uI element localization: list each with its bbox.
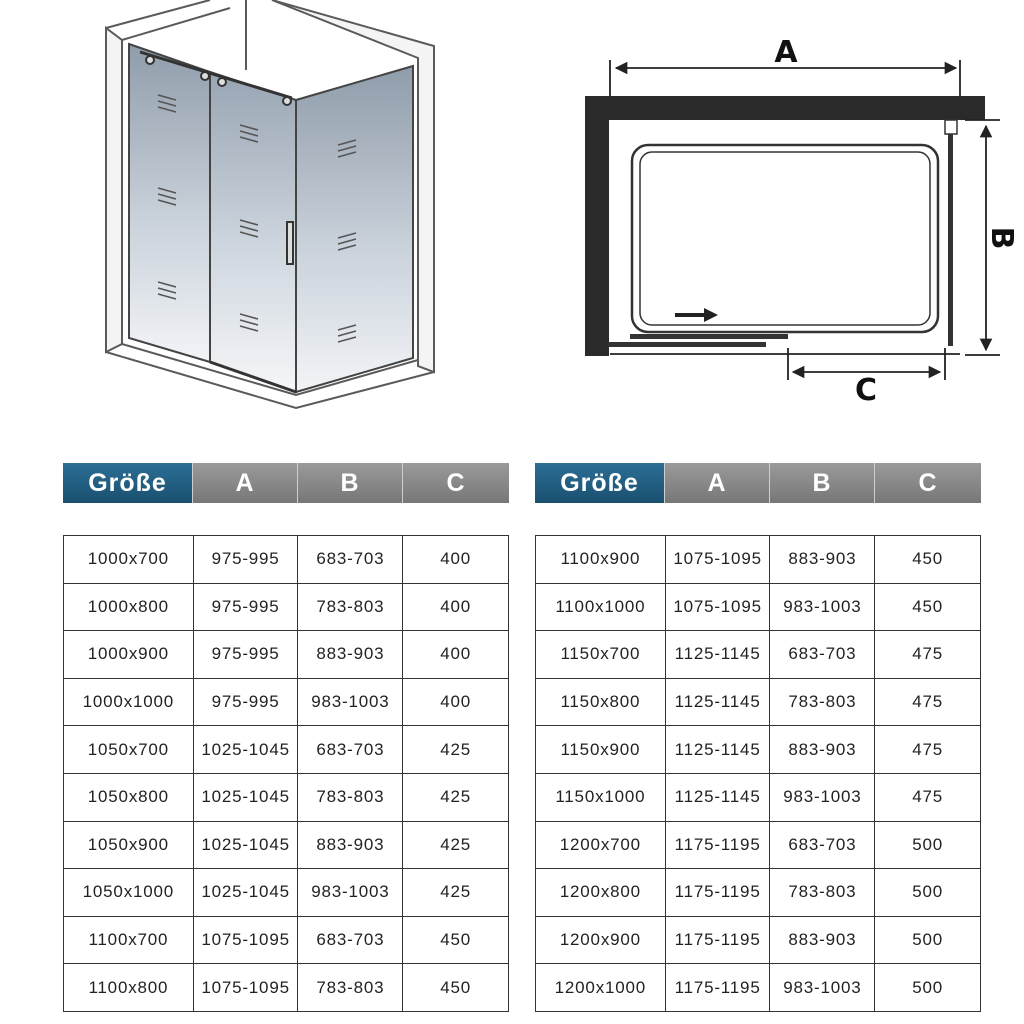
table-row	[536, 917, 981, 965]
cell-size: 1200x1000	[536, 964, 666, 1012]
cell-c: 475	[875, 631, 981, 679]
cell-b: 683-703	[298, 536, 403, 584]
table-row	[64, 631, 509, 679]
cell-b: 983-1003	[770, 774, 875, 822]
table-row	[64, 774, 509, 822]
cell-size: 1150x800	[536, 679, 666, 727]
table-row	[64, 679, 509, 727]
cell-a: 1175-1195	[666, 822, 771, 870]
cell-b: 883-903	[298, 631, 403, 679]
cell-size: 1100x900	[536, 536, 666, 584]
sliding-direction-arrow	[675, 308, 718, 322]
cell-b: 983-1003	[770, 584, 875, 632]
table-row	[64, 917, 509, 965]
cell-c: 400	[403, 536, 509, 584]
table-row	[536, 679, 981, 727]
cell-c: 475	[875, 679, 981, 727]
cell-c: 425	[403, 774, 509, 822]
cell-a: 1025-1045	[194, 726, 299, 774]
cell-size: 1000x800	[64, 584, 194, 632]
cell-size: 1000x900	[64, 631, 194, 679]
cell-c: 450	[403, 917, 509, 965]
cell-size: 1050x900	[64, 822, 194, 870]
cell-size: 1100x1000	[536, 584, 666, 632]
cell-b: 783-803	[298, 584, 403, 632]
cell-c: 400	[403, 679, 509, 727]
header-size: Größe	[535, 463, 665, 503]
table-row	[536, 536, 981, 584]
cell-size: 1200x700	[536, 822, 666, 870]
cell-c: 500	[875, 822, 981, 870]
table-row	[64, 822, 509, 870]
cell-a: 1125-1145	[666, 774, 771, 822]
cell-a: 975-995	[194, 631, 299, 679]
cell-size: 1200x900	[536, 917, 666, 965]
cell-a: 975-995	[194, 679, 299, 727]
cell-b: 983-1003	[298, 679, 403, 727]
cell-b: 683-703	[298, 726, 403, 774]
cell-a: 1175-1195	[666, 869, 771, 917]
cell-a: 1075-1095	[194, 964, 299, 1012]
cell-b: 783-803	[298, 964, 403, 1012]
cell-size: 1050x800	[64, 774, 194, 822]
table-header	[63, 463, 509, 503]
cell-c: 475	[875, 726, 981, 774]
table-row	[536, 584, 981, 632]
glass-panels	[129, 44, 413, 392]
cell-a: 1125-1145	[666, 631, 771, 679]
cell-b: 683-703	[298, 917, 403, 965]
cell-c: 425	[403, 726, 509, 774]
table-row	[536, 964, 981, 1012]
cell-b: 683-703	[770, 631, 875, 679]
cell-b: 783-803	[770, 869, 875, 917]
cell-b: 883-903	[770, 726, 875, 774]
cell-a: 1075-1095	[666, 536, 771, 584]
dimension-label-c: C	[854, 373, 878, 408]
table-row	[536, 726, 981, 774]
size-table-left	[63, 463, 509, 1012]
header-c: C	[403, 463, 509, 503]
shower-enclosure-illustration	[95, 0, 445, 420]
cell-a: 1175-1195	[666, 917, 771, 965]
header-c: C	[875, 463, 981, 503]
wall-corner	[585, 96, 985, 356]
cell-size: 1000x700	[64, 536, 194, 584]
cell-c: 500	[875, 917, 981, 965]
glass-plan-lines	[608, 120, 957, 347]
cell-a: 1125-1145	[666, 726, 771, 774]
table-row	[536, 774, 981, 822]
header-a: A	[193, 463, 298, 503]
cell-c: 450	[875, 536, 981, 584]
header-size: Größe	[63, 463, 193, 503]
table-row	[64, 726, 509, 774]
table-row	[536, 631, 981, 679]
dimension-label-a: A	[774, 35, 798, 70]
cell-b: 883-903	[770, 917, 875, 965]
cell-b: 883-903	[770, 536, 875, 584]
cell-c: 475	[875, 774, 981, 822]
cell-size: 1150x1000	[536, 774, 666, 822]
table-row	[64, 964, 509, 1012]
cell-size: 1150x900	[536, 726, 666, 774]
table-row	[536, 822, 981, 870]
cell-c: 450	[403, 964, 509, 1012]
table-row	[64, 869, 509, 917]
header-b: B	[298, 463, 403, 503]
cell-a: 1075-1095	[194, 917, 299, 965]
dimension-label-b: B	[984, 226, 1019, 250]
cell-c: 425	[403, 869, 509, 917]
cell-b: 983-1003	[770, 964, 875, 1012]
cell-a: 1075-1095	[666, 584, 771, 632]
cell-b: 783-803	[298, 774, 403, 822]
cell-a: 1025-1045	[194, 774, 299, 822]
cell-c: 400	[403, 631, 509, 679]
table-body	[63, 535, 509, 1012]
cell-size: 1050x700	[64, 726, 194, 774]
table-body	[535, 535, 981, 1012]
cell-size: 1100x700	[64, 917, 194, 965]
cell-b: 983-1003	[298, 869, 403, 917]
cell-size: 1100x800	[64, 964, 194, 1012]
cell-size: 1000x1000	[64, 679, 194, 727]
size-table-right	[535, 463, 981, 1012]
cell-a: 975-995	[194, 536, 299, 584]
cell-b: 683-703	[770, 822, 875, 870]
cell-c: 500	[875, 964, 981, 1012]
plan-dimension-diagram	[570, 20, 1024, 420]
cell-a: 1125-1145	[666, 679, 771, 727]
cell-size: 1050x1000	[64, 869, 194, 917]
header-a: A	[665, 463, 770, 503]
table-header	[535, 463, 981, 503]
cell-size: 1200x800	[536, 869, 666, 917]
cell-c: 425	[403, 822, 509, 870]
cell-a: 1175-1195	[666, 964, 771, 1012]
cell-b: 883-903	[298, 822, 403, 870]
cell-c: 400	[403, 584, 509, 632]
cell-c: 450	[875, 584, 981, 632]
cell-a: 1025-1045	[194, 822, 299, 870]
shower-tray	[632, 145, 938, 332]
cell-b: 783-803	[770, 679, 875, 727]
table-row	[536, 869, 981, 917]
cell-size: 1150x700	[536, 631, 666, 679]
cell-a: 1025-1045	[194, 869, 299, 917]
table-row	[64, 536, 509, 584]
cell-c: 500	[875, 869, 981, 917]
cell-a: 975-995	[194, 584, 299, 632]
table-row	[64, 584, 509, 632]
header-b: B	[770, 463, 875, 503]
